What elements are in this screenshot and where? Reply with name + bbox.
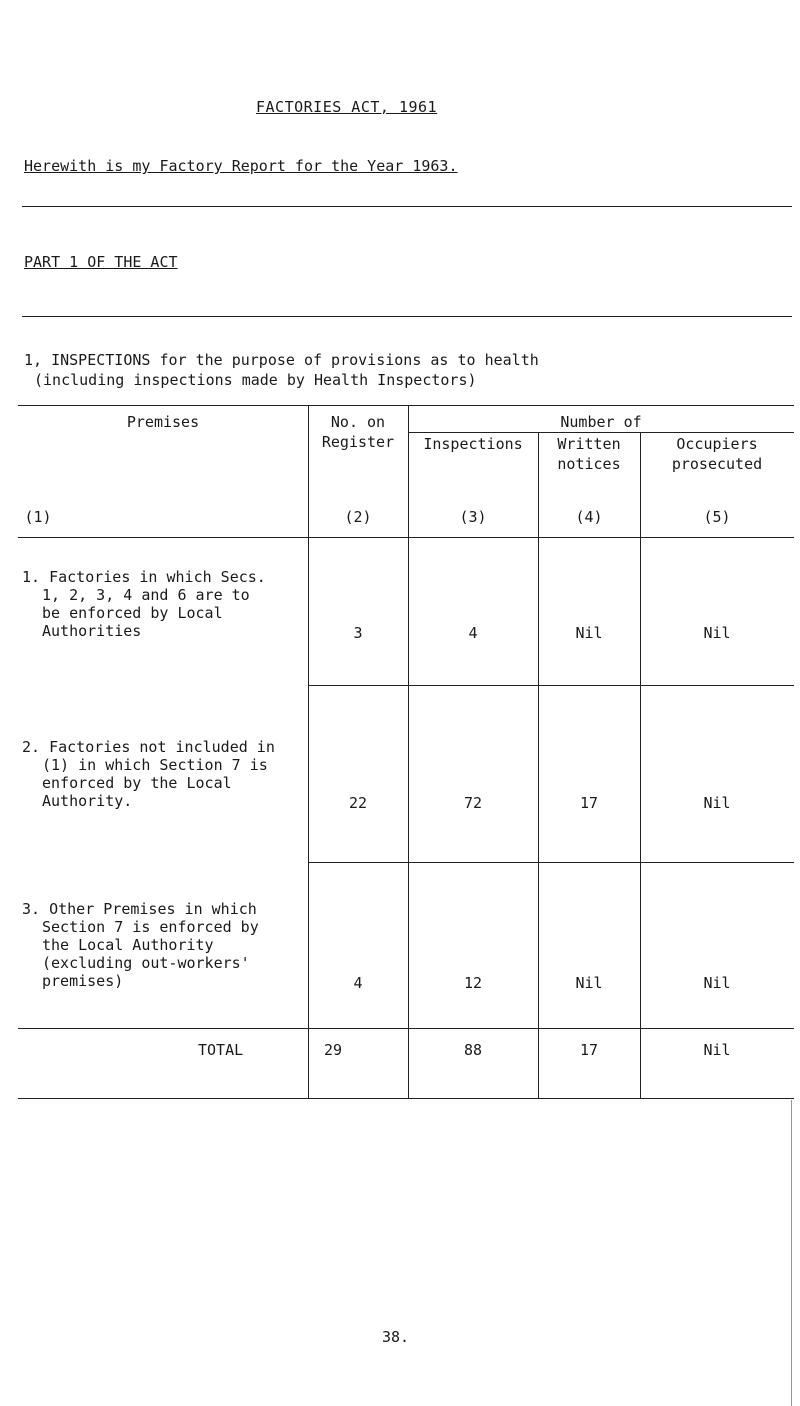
total-register: 29 xyxy=(323,1041,343,1059)
row-label-line: premises) xyxy=(42,972,124,990)
register-value: 22 xyxy=(348,794,368,812)
section-heading-line2: (including inspections made by Health Inspectors) xyxy=(34,371,477,389)
header-written-line2: notices xyxy=(557,455,621,473)
intro-text: Herewith is my Factory Report for the Year 1963. xyxy=(24,157,458,175)
total-label: TOTAL xyxy=(198,1041,244,1059)
inspections-value: 4 xyxy=(468,624,478,642)
register-value: 3 xyxy=(353,624,363,642)
table-rule xyxy=(308,685,794,686)
written-notices-value: Nil xyxy=(575,974,603,992)
column-number: (5) xyxy=(703,508,731,526)
occupiers-prosecuted-value: Nil xyxy=(703,794,731,812)
inspections-value: 72 xyxy=(463,794,483,812)
row-label-line: Section 7 is enforced by xyxy=(42,918,259,936)
header-number-of: Number of xyxy=(560,413,642,431)
row-label-line: 2. Factories not included in xyxy=(22,738,275,756)
table-rule xyxy=(308,862,794,863)
inspections-value: 12 xyxy=(463,974,483,992)
table-rule xyxy=(640,432,641,1098)
table-rule xyxy=(18,1098,794,1099)
page-number: 38. xyxy=(382,1328,410,1346)
header-occupiers-line1: Occupiers xyxy=(676,435,758,453)
column-number: (2) xyxy=(344,508,372,526)
written-notices-value: Nil xyxy=(575,624,603,642)
register-value: 4 xyxy=(353,974,363,992)
header-register-line2: Register xyxy=(321,433,395,451)
document-title: FACTORIES ACT, 1961 xyxy=(256,98,438,116)
total-written: 17 xyxy=(579,1041,599,1059)
section-heading-line1: 1, INSPECTIONS for the purpose of provisions as to health xyxy=(24,351,539,369)
row-label-line: Authority. xyxy=(42,792,133,810)
column-number: (4) xyxy=(575,508,603,526)
part-heading: PART 1 OF THE ACT xyxy=(24,253,178,271)
row-label-line: (excluding out-workers' xyxy=(42,954,250,972)
table-rule xyxy=(18,405,794,406)
row-label-line: (1) in which Section 7 is xyxy=(42,756,268,774)
page-edge xyxy=(791,1100,792,1406)
table-rule xyxy=(408,432,794,433)
header-register-line1: No. on xyxy=(330,413,386,431)
header-written-line1: Written xyxy=(557,435,621,453)
table-rule xyxy=(538,432,539,1098)
header-premises: Premises xyxy=(126,413,200,431)
row-label-line: the Local Authority xyxy=(42,936,214,954)
row-label-line: 1. Factories in which Secs. xyxy=(22,568,266,586)
occupiers-prosecuted-value: Nil xyxy=(703,974,731,992)
divider xyxy=(22,316,792,317)
total-inspections: 88 xyxy=(463,1041,483,1059)
occupiers-prosecuted-value: Nil xyxy=(703,624,731,642)
header-inspections: Inspections xyxy=(423,435,523,453)
header-occupiers-line2: prosecuted xyxy=(671,455,763,473)
written-notices-value: 17 xyxy=(579,794,599,812)
row-label-line: 3. Other Premises in which xyxy=(22,900,257,918)
table-rule xyxy=(18,537,794,538)
table-rule xyxy=(18,1028,794,1029)
column-number: (1) xyxy=(24,508,52,526)
total-occupiers: Nil xyxy=(703,1041,731,1059)
row-label-line: 1, 2, 3, 4 and 6 are to xyxy=(42,586,250,604)
row-label-line: Authorities xyxy=(42,622,142,640)
row-label-line: enforced by the Local xyxy=(42,774,232,792)
divider xyxy=(22,206,792,207)
column-number: (3) xyxy=(459,508,487,526)
row-label-line: be enforced by Local xyxy=(42,604,223,622)
